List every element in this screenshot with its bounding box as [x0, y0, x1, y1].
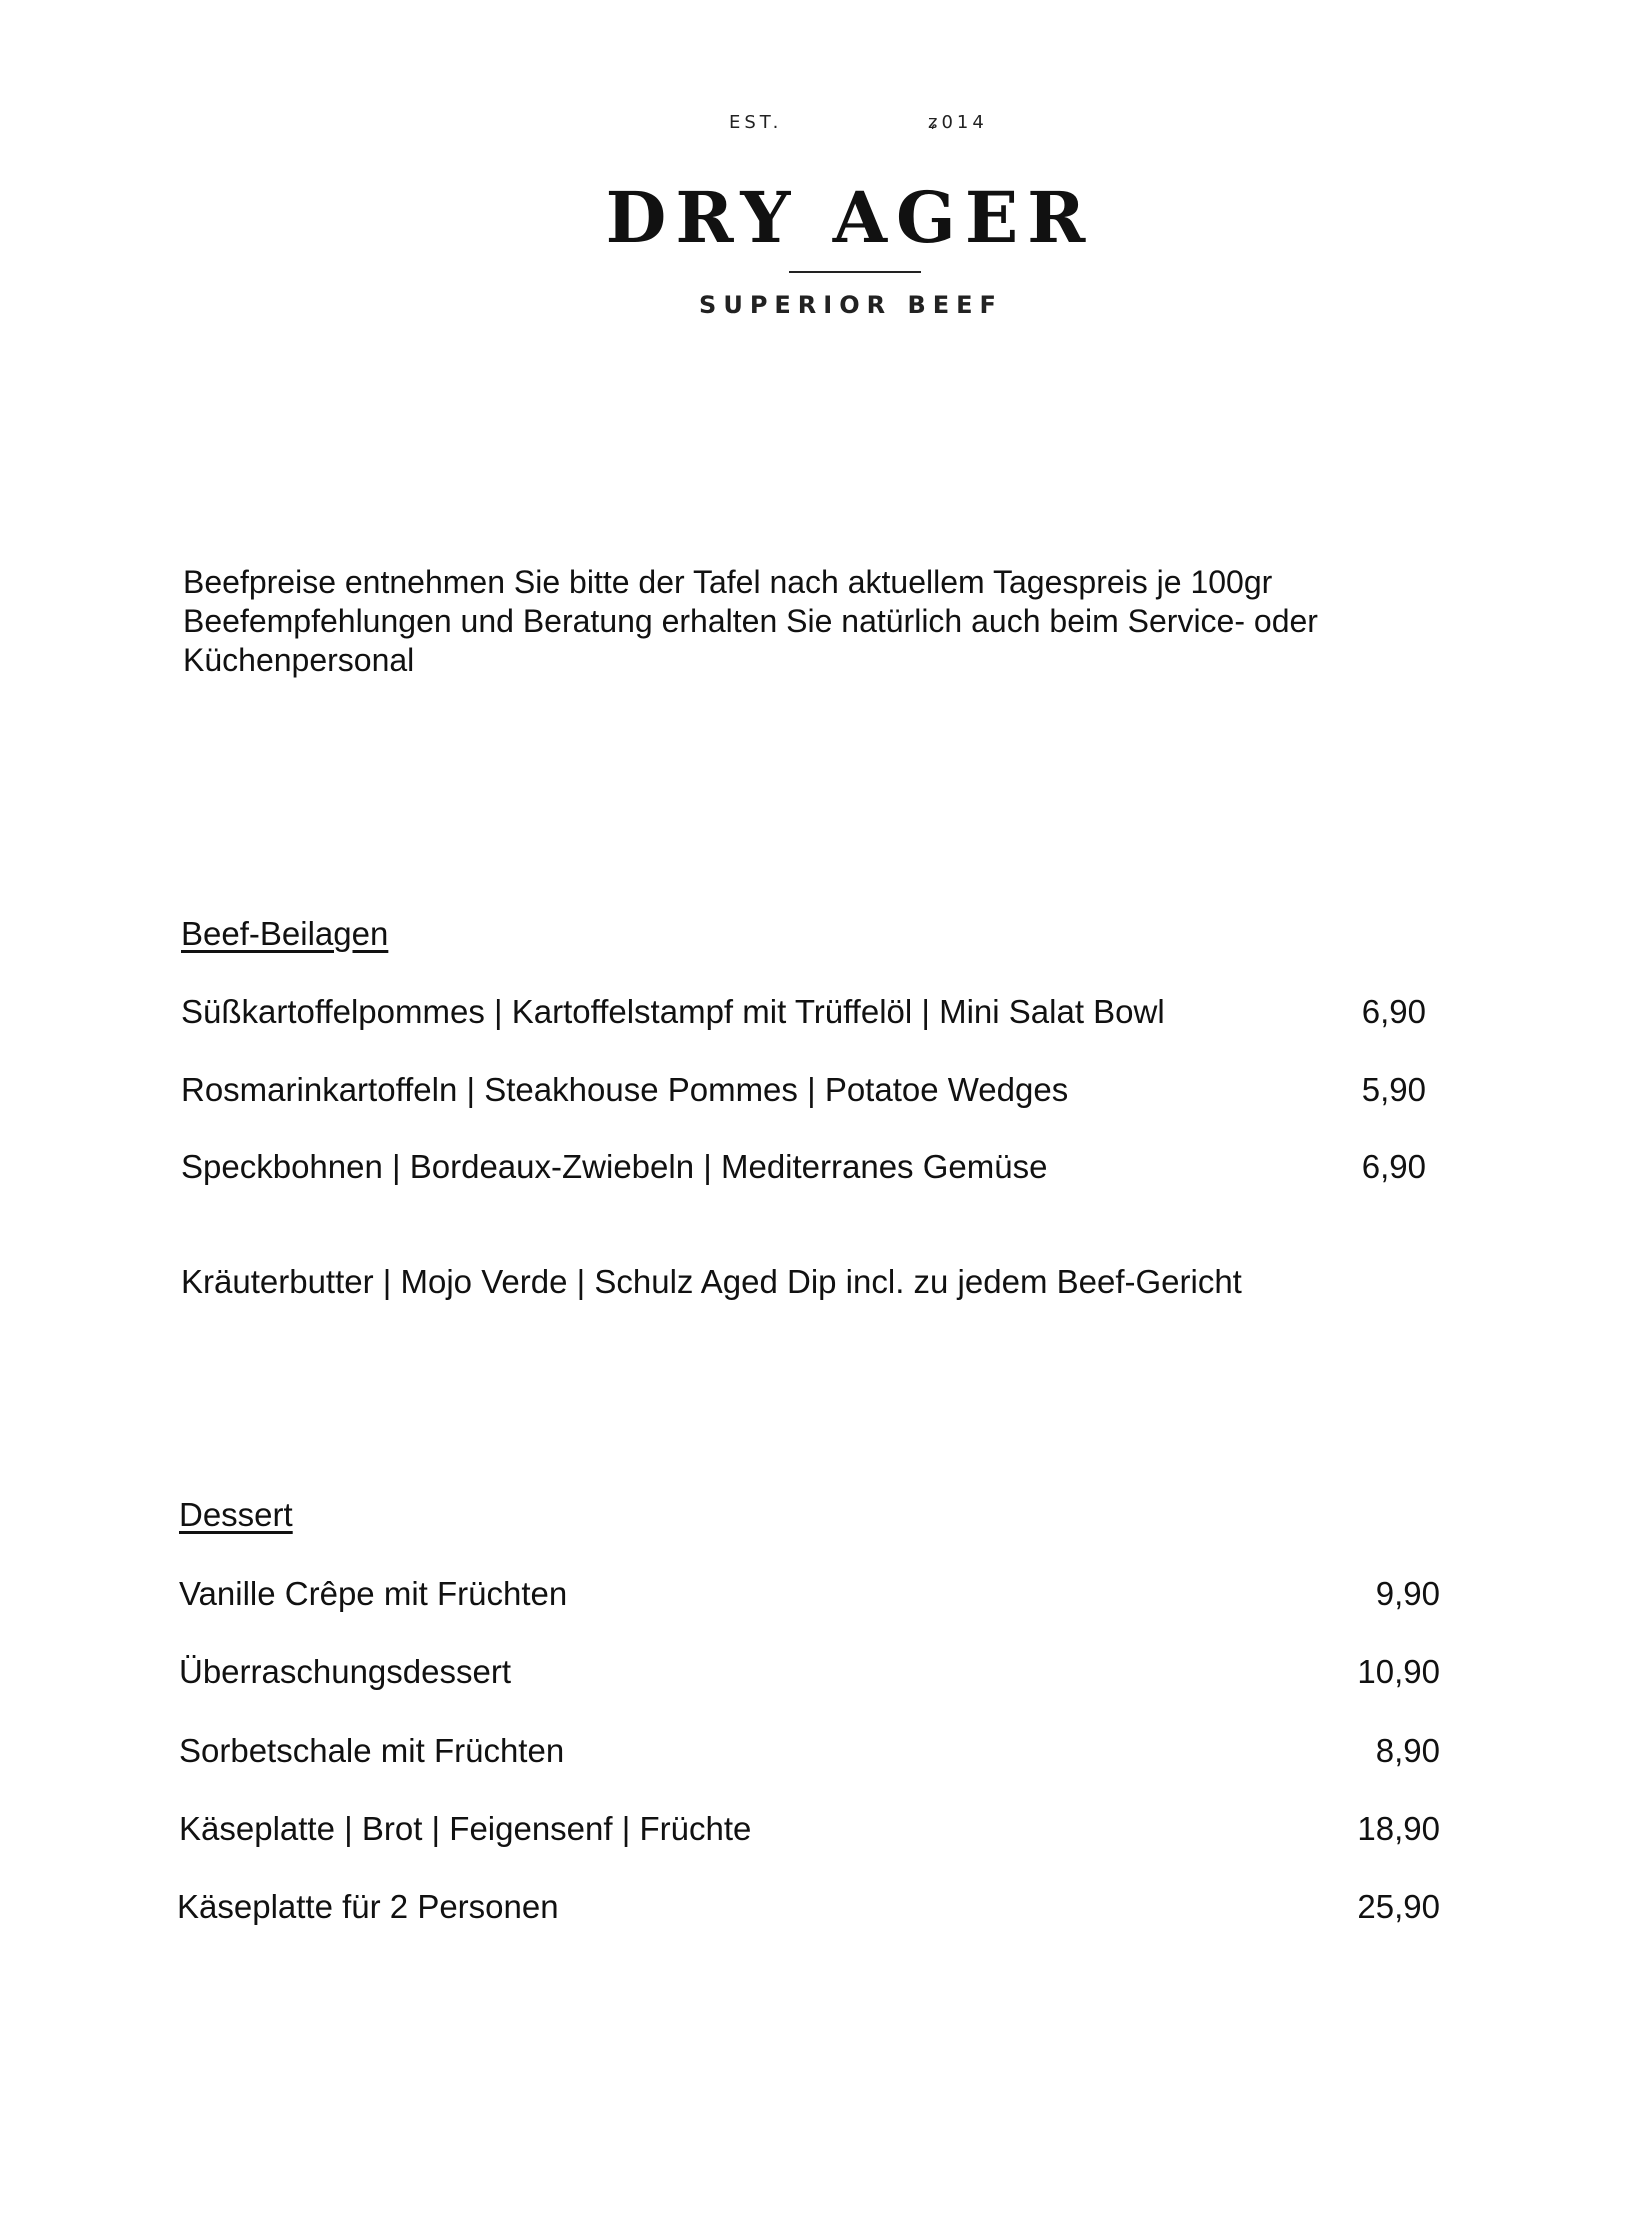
intro-line: Beefempfehlungen und Beratung erhalten Sie natürlich auch beim Service- oder [183, 603, 1318, 639]
menu-item-price: 18,90 [1357, 1810, 1440, 1847]
menu-item-price: 10,90 [1357, 1653, 1440, 1690]
section-heading-beilagen: Beef-Beilagen [181, 915, 389, 952]
intro-line: Beefpreise entnehmen Sie bitte der Tafel nach aktuellem Tagespreis je 100gr [183, 564, 1273, 600]
logo-est-label: EST. [729, 112, 783, 133]
menu-item-price: 9,90 [1375, 1575, 1440, 1612]
logo-year-label: ʑ014 [928, 112, 988, 133]
section-heading-dessert: Dessert [179, 1496, 293, 1533]
intro-line: Küchenpersonal [183, 642, 415, 678]
menu-item-name: Überraschungsdessert [179, 1653, 511, 1690]
menu-item-name: Sorbetschale mit Früchten [179, 1732, 565, 1769]
menu-item-price: 8,90 [1375, 1732, 1440, 1769]
beilagen-note: Kräuterbutter | Mojo Verde | Schulz Aged Dip incl. zu jedem Beef-Gericht [181, 1263, 1242, 1300]
menu-item-price: 5,90 [1361, 1071, 1426, 1108]
menu-item-name: Süßkartoffelpommes | Kartoffelstampf mit Trüffelöl | Mini Salat Bowl [181, 993, 1165, 1030]
menu-item-price: 6,90 [1361, 993, 1426, 1030]
logo-subtitle: SUPERIOR BEEF [699, 291, 1003, 319]
logo-title: DRY AGER [605, 176, 1095, 259]
menu-item-name: Speckbohnen | Bordeaux-Zwiebeln | Mediterranes Gemüse [181, 1148, 1048, 1185]
menu-item-name: Käseplatte für 2 Personen [177, 1888, 559, 1925]
menu-item-name: Käseplatte | Brot | Feigensenf | Früchte [179, 1810, 752, 1847]
menu-item-name: Rosmarinkartoffeln | Steakhouse Pommes | Potatoe Wedges [181, 1071, 1069, 1108]
menu-item-name: Vanille Crêpe mit Früchten [179, 1575, 568, 1612]
logo-divider [789, 271, 921, 273]
menu-item-price: 6,90 [1361, 1148, 1426, 1185]
intro-text [183, 563, 1483, 680]
menu-item-price: 25,90 [1357, 1888, 1440, 1925]
